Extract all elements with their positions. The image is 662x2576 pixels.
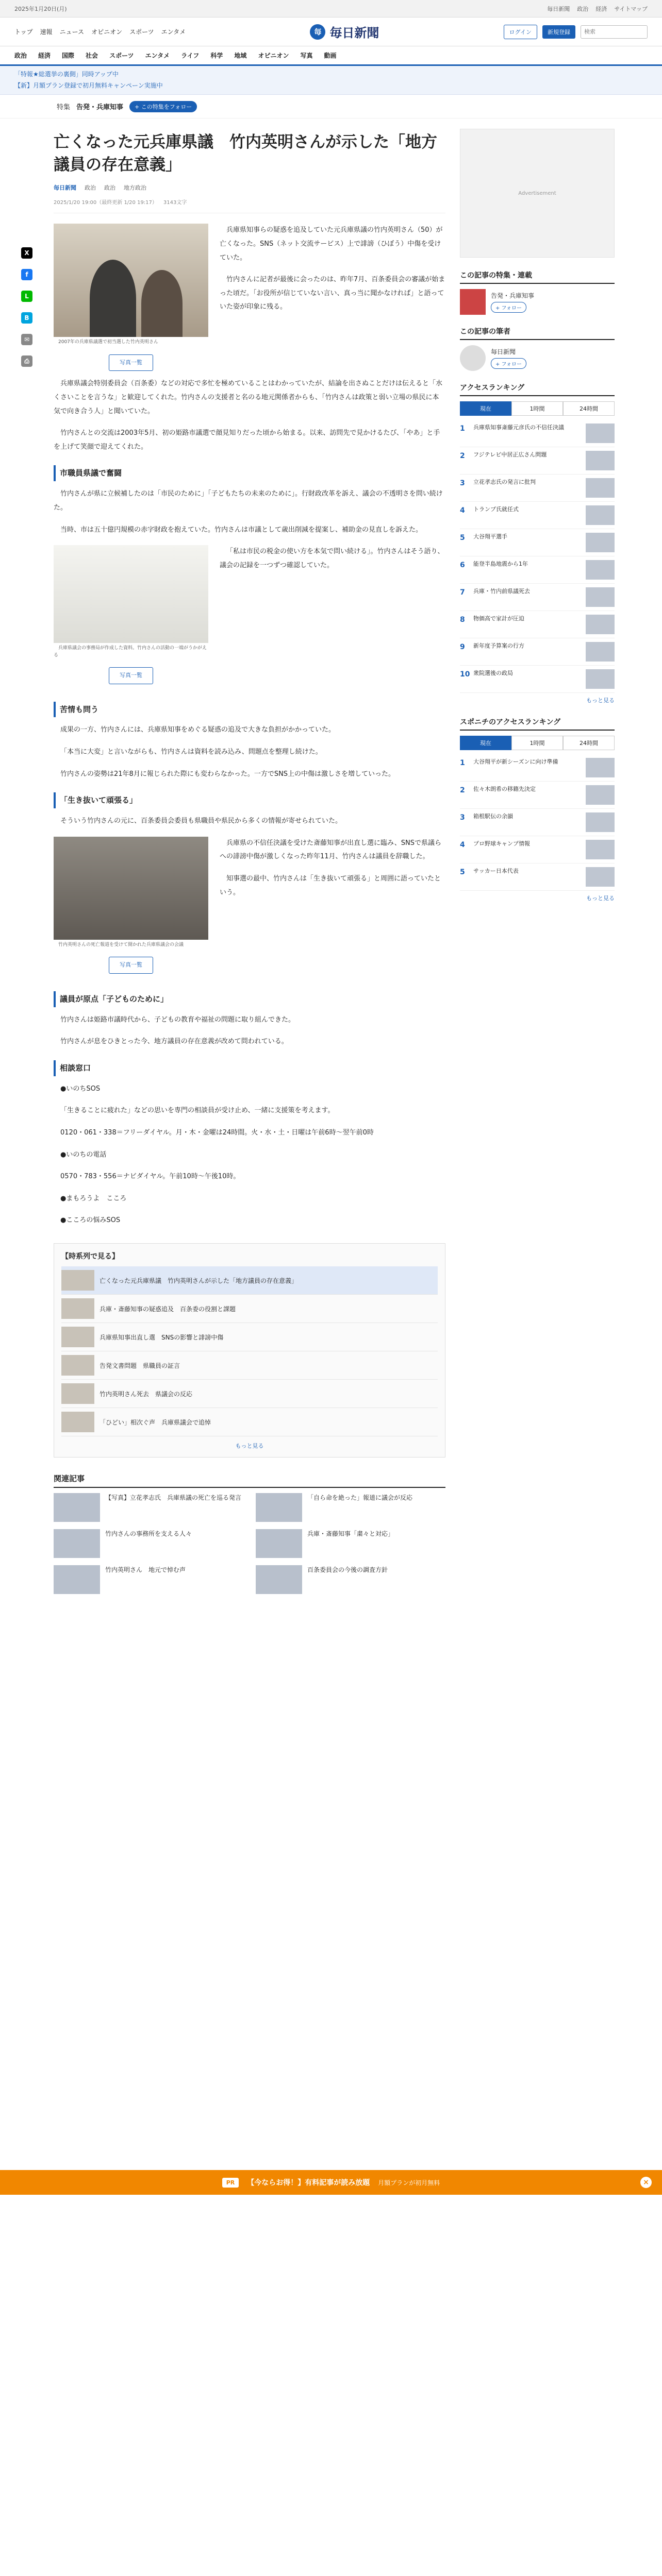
paragraph: 竹内さんとの交流は2003年5月、初の姫路市議選で顔見知りだった頃から始まる。以来、訪問先で見かけるたび、「やあ」と手を上げて笑顔で迎えてくれた。 — [54, 429, 440, 451]
ad-slot[interactable]: Advertisement — [460, 129, 615, 258]
sports-item[interactable]: 2 佐々木朗希の移籍先決定 — [460, 782, 615, 809]
nav-item[interactable]: オピニオン — [91, 28, 123, 36]
ranking-item[interactable]: 7 兵庫・竹内前県議死去 — [460, 584, 615, 611]
author-item[interactable] — [460, 345, 615, 371]
paragraph: 兵庫県知事らの疑惑を追及していた元兵庫県議の竹内英明さん（50）が亡くなった。SNS（ネット交流サービス）上で誹謗（ひぼう）中傷を受けていた。 — [220, 226, 443, 262]
article-photo — [54, 837, 208, 974]
search-input[interactable] — [581, 25, 648, 39]
paragraph: 知事選の最中、竹内さんは「生き抜いて頑張る」と周囲に語っていたという。 — [220, 875, 441, 896]
subscription-banner[interactable] — [0, 2170, 662, 2195]
category-item[interactable]: オピニオン — [258, 52, 289, 59]
ranking-item[interactable]: 8 物価高で家計が圧迫 — [460, 611, 615, 638]
featured-title: この記事の特集・連載 — [460, 270, 615, 284]
site-header — [0, 18, 662, 46]
category-item[interactable]: 経済 — [38, 52, 51, 59]
related-item[interactable]: 竹内英明さん 地元で悼む声 — [54, 1565, 243, 1594]
sports-ranking-title: スポニチのアクセスランキング — [460, 717, 615, 731]
ranking-item[interactable]: 10 衆院選後の政局 — [460, 666, 615, 693]
paragraph: 竹内さんは姫路市議時代から、子どもの教育や福祉の問題に取り組んできた。 — [60, 1015, 295, 1024]
article-tag[interactable]: 政治 — [85, 184, 96, 192]
nav-item[interactable]: トップ — [14, 28, 33, 36]
category-item[interactable]: 社会 — [86, 52, 98, 59]
timeline-title: 【時系列で見る】 — [61, 1252, 119, 1261]
nav-item[interactable]: スポーツ — [129, 28, 154, 36]
photo-caption: 竹内英明さんの死亡報道を受けて開かれた兵庫県議会の会議 — [58, 942, 184, 947]
ranking-item[interactable]: 6 能登半島地震から1年 — [460, 556, 615, 584]
nav-item[interactable]: ニュース — [59, 28, 85, 36]
notice-link[interactable]: 【新】月額プラン登録で初月無料キャンペーン実施中 — [14, 81, 163, 89]
banner-tag: PR — [222, 2178, 239, 2188]
section-heading: 苦情も問う — [54, 702, 445, 718]
article-meta — [54, 183, 445, 192]
site-logo[interactable] — [310, 23, 379, 41]
topbar-link[interactable]: 経済 — [595, 5, 607, 12]
photo-image[interactable] — [54, 224, 208, 337]
category-item[interactable]: 動画 — [324, 52, 337, 59]
paragraph: 兵庫県の不信任決議を受けた斎藤知事が出直し選に臨み、SNSで県議らへの誹謗中傷が激しくなった昨年11月、竹内さんは議員を辞職した。 — [220, 839, 442, 861]
feature-follow-button[interactable]: + この特集をフォロー — [129, 101, 197, 112]
notice-area — [0, 66, 662, 95]
article-date: 2025/1/20 19:00（最終更新 1/20 19:17） — [54, 200, 157, 206]
mail-share-icon[interactable]: ✉ — [21, 334, 32, 345]
section-heading: 議員が原点「子どものために」 — [54, 991, 445, 1007]
photo-caption: 兵庫県議会の事務局が作成した資料。竹内さんの活動の一端がうかがえる — [54, 646, 207, 658]
timeline-item[interactable]: 「ひどい」相次ぐ声 兵庫県議会で追悼 — [61, 1408, 438, 1436]
ranking-item[interactable]: 5 大谷翔平選手 — [460, 529, 615, 556]
nav-item[interactable]: エンタメ — [161, 28, 186, 36]
sports-item[interactable]: 4 プロ野球キャンプ情報 — [460, 836, 615, 863]
article-body — [54, 213, 445, 1228]
article-photo — [54, 224, 208, 371]
category-item[interactable]: ライフ — [181, 52, 200, 59]
related-item[interactable]: 「自ら命を絶った」報道に議会が反応 — [256, 1493, 445, 1522]
print-icon[interactable]: ⎙ — [21, 355, 32, 367]
section-heading: 相談窓口 — [54, 1060, 445, 1076]
article-dateline — [54, 195, 445, 213]
category-item[interactable]: 地域 — [234, 52, 247, 59]
consult-line: ●まもろうよ こころ — [60, 1194, 127, 1202]
related-articles — [54, 1473, 445, 1594]
category-item[interactable]: 写真 — [300, 52, 313, 59]
sports-more-link[interactable]: もっと見る — [586, 895, 615, 902]
logo-text: 毎日新聞 — [329, 25, 379, 40]
ranking-item[interactable]: 9 新年度予算案の行方 — [460, 638, 615, 666]
photo-list-button[interactable]: 写真一覧 — [109, 957, 153, 974]
follow-button[interactable]: + フォロー — [491, 302, 526, 313]
section-heading: 「生き抜いて頑張る」 — [54, 792, 445, 808]
related-item[interactable]: 竹内さんの事務所を支える人々 — [54, 1529, 243, 1558]
feature-label: 特集 — [57, 104, 71, 112]
feature-section-bar — [0, 95, 662, 118]
author-name: 毎日新聞 — [491, 348, 516, 356]
category-item[interactable]: 国際 — [62, 52, 75, 59]
related-item[interactable]: 【写真】立花孝志氏 兵庫県議の死亡を巡る発言 — [54, 1493, 243, 1522]
paragraph: 竹内さんの姿勢は21年8月に報じられた際にも変わらなかった。一方でSNS上の中傷は激しさを増していった。 — [60, 770, 395, 778]
photo-list-button[interactable]: 写真一覧 — [109, 667, 153, 684]
timeline-item[interactable]: 兵庫・斎藤知事の疑惑追及 百条委の役割と課題 — [61, 1295, 438, 1323]
follow-button[interactable]: + フォロー — [491, 358, 526, 369]
sports-item[interactable]: 1 大谷翔平が新シーズンに向け準備 — [460, 754, 615, 782]
login-button[interactable]: ログイン — [504, 25, 537, 39]
consult-line: ●こころの悩みSOS — [60, 1216, 121, 1225]
photo-image[interactable] — [54, 837, 208, 940]
timeline-item[interactable]: 告発文書問題 県職員の証言 — [61, 1351, 438, 1380]
featured-item[interactable] — [460, 289, 615, 315]
sports-item[interactable]: 5 サッカー日本代表 — [460, 863, 615, 891]
banner-sub: 月額プランが初月無料 — [378, 2179, 440, 2187]
close-icon[interactable]: × — [640, 2177, 652, 2188]
hatena-share-icon[interactable]: B — [21, 312, 32, 324]
topbar-links — [547, 5, 648, 13]
timeline-more-button[interactable]: もっと見る — [235, 1443, 264, 1450]
consult-line: ●いのちの電話 — [60, 1150, 107, 1159]
sports-tabs — [460, 736, 615, 750]
related-item[interactable]: 兵庫・斎藤知事「粛々と対応」 — [256, 1529, 445, 1558]
consult-line: ●いのちSOS — [60, 1084, 101, 1093]
related-title: 関連記事 — [54, 1473, 445, 1488]
related-item[interactable]: 百条委員会の今後の調査方針 — [256, 1565, 445, 1594]
paragraph: 当時、市は五十億円規模の赤字財政を抱えていた。竹内さんは市議として歳出削減を提案し、補助金の見直しを訴えた。 — [60, 526, 423, 534]
category-nav — [0, 46, 662, 66]
ranking-tabs — [460, 401, 615, 416]
paragraph: 竹内さんに記者が最後に会ったのは、昨年7月、百条委員会の審議が始まった頃だ。「お役所が信じていない言い、真っ当に聞かなければ」と語っていた姿が印象に残る。 — [220, 276, 445, 311]
article-chars: 3143文字 — [163, 200, 187, 206]
consult-line: 0120・061・338＝フリーダイヤル。月・木・金曜は24時間。火・水・土・日曜は午前6時〜翌午前0時 — [60, 1128, 374, 1137]
article-title: 亡くなった元兵庫県議 竹内英明さんが示した「地方議員の存在意義」 — [54, 133, 437, 175]
tab-1h[interactable]: 1時間 — [511, 401, 563, 416]
photo-caption: 2007年の兵庫県議選で初当選した竹内英明さん — [58, 340, 158, 345]
sports-item[interactable]: 3 箱根駅伝の余韻 — [460, 809, 615, 836]
category-item[interactable]: エンタメ — [145, 52, 170, 59]
tab-24h[interactable]: 24時間 — [563, 736, 615, 750]
section-heading: 市職員県議で奮闘 — [54, 465, 445, 481]
sidebar — [460, 118, 615, 1594]
line-share-icon[interactable]: L — [21, 291, 32, 302]
avatar — [460, 345, 486, 371]
photo-image[interactable] — [54, 545, 208, 643]
timeline-item[interactable]: 竹内英明さん死去 県議会の反応 — [61, 1380, 438, 1408]
timeline-item[interactable]: 兵庫県知事出直し選 SNSの影響と誹謗中傷 — [61, 1323, 438, 1351]
topbar-link[interactable]: 政治 — [577, 5, 589, 12]
paragraph: 「私は市民の税金の使い方を本気で問い続ける」。竹内さんはそう語り、議会の記録を一つずつ確認していた。 — [220, 548, 444, 569]
ranking-item[interactable]: 3 立花孝志氏の発言に批判 — [460, 474, 615, 502]
tab-1h[interactable]: 1時間 — [511, 736, 563, 750]
header-nav — [14, 27, 186, 36]
timeline-item[interactable]: 亡くなった元兵庫県議 竹内英明さんが示した「地方議員の存在意義」 — [61, 1266, 438, 1295]
banner-text: 【今ならお得！】有料記事が読み放題 — [247, 2179, 370, 2187]
featured-name: 告発・兵庫知事 — [491, 292, 535, 300]
article — [54, 118, 445, 1594]
paragraph: 兵庫県議会特別委員会（百条委）などの対応で多忙を極めていることはわかっていたが、結論を出さぬことだけは伝えると「水くさいことを言うな」と歓迎してくれた。竹内さんの支援者と名のる地元関係者からも、「竹内さんは政策と弱い立場の県民に本気で向き合う人」と聞いていた。 — [54, 380, 443, 415]
tab-24h[interactable]: 24時間 — [563, 401, 615, 416]
paragraph: そういう竹内さんの元に、百条委員会委員も県職員や県民から多くの情報が寄せられていた。 — [60, 817, 342, 825]
feature-name[interactable]: 告発・兵庫知事 — [76, 104, 124, 112]
featured-thumb — [460, 289, 486, 315]
paragraph: 竹内さんが息をひきとった今、地方議員の存在意義が改めて問われている。 — [60, 1038, 288, 1046]
author-title: この記事の筆者 — [460, 326, 615, 340]
topbar-link[interactable]: 毎日新聞 — [547, 5, 570, 12]
paragraph: 成果の一方、竹内さんには、兵庫県知事をめぐる疑惑の追及で大きな負担がかかっていた。 — [60, 726, 336, 734]
x-share-icon[interactable]: X — [21, 247, 32, 259]
paragraph: 竹内さんが県に立候補したのは「市民のために」「子どもたちの未来のために」。行財政改革を訴え、議会の不透明さを問い続けた。 — [54, 490, 443, 512]
article-photo — [54, 545, 208, 684]
topbar-date: 2025年1月20日(月) — [14, 5, 67, 12]
consult-line: 「生きることに疲れた」などの思いを専門の相談員が受け止め、一緒に支援策を考えます。 — [60, 1107, 335, 1115]
tab-now[interactable]: 現在 — [460, 736, 511, 750]
category-item[interactable]: 政治 — [14, 52, 27, 59]
ranking-title: アクセスランキング — [460, 382, 615, 396]
ranking-item[interactable]: 2 フジテレビ中居正広さん問題 — [460, 447, 615, 474]
article-author[interactable]: 毎日新聞 — [54, 184, 76, 192]
ranking-item[interactable]: 1 兵庫県知事斎藤元彦氏の不信任決議 — [460, 420, 615, 447]
share-bar — [14, 118, 39, 1594]
ranking-more-link[interactable]: もっと見る — [586, 697, 615, 704]
category-item[interactable]: 科学 — [210, 52, 223, 59]
logo-mark-icon: 毎 — [310, 24, 325, 40]
nav-item[interactable]: 速報 — [40, 28, 53, 36]
notice-link[interactable]: 「特報★総選挙の裏側」同時アップ中 — [14, 71, 119, 78]
photo-list-button[interactable]: 写真一覧 — [109, 354, 153, 371]
register-button[interactable]: 新規登録 — [542, 25, 575, 39]
article-tag[interactable]: 地方政治 — [124, 184, 146, 192]
category-item[interactable]: スポーツ — [109, 52, 134, 59]
main-layout — [0, 118, 662, 1594]
paragraph: 「本当に大変」と言いながらも、竹内さんは資料を読み込み、問題点を整理し続けた。 — [60, 748, 322, 756]
article-tag[interactable]: 政治 — [104, 184, 115, 192]
top-bar — [0, 0, 662, 18]
ranking-item[interactable]: 4 トランプ氏就任式 — [460, 502, 615, 529]
timeline-box — [54, 1243, 445, 1458]
header-actions — [504, 25, 648, 39]
tab-now[interactable]: 現在 — [460, 401, 511, 416]
topbar-link[interactable]: サイトマップ — [614, 5, 648, 12]
facebook-share-icon[interactable]: f — [21, 269, 32, 280]
consult-line: 0570・783・556＝ナビダイヤル。午前10時〜午後10時。 — [60, 1173, 240, 1181]
